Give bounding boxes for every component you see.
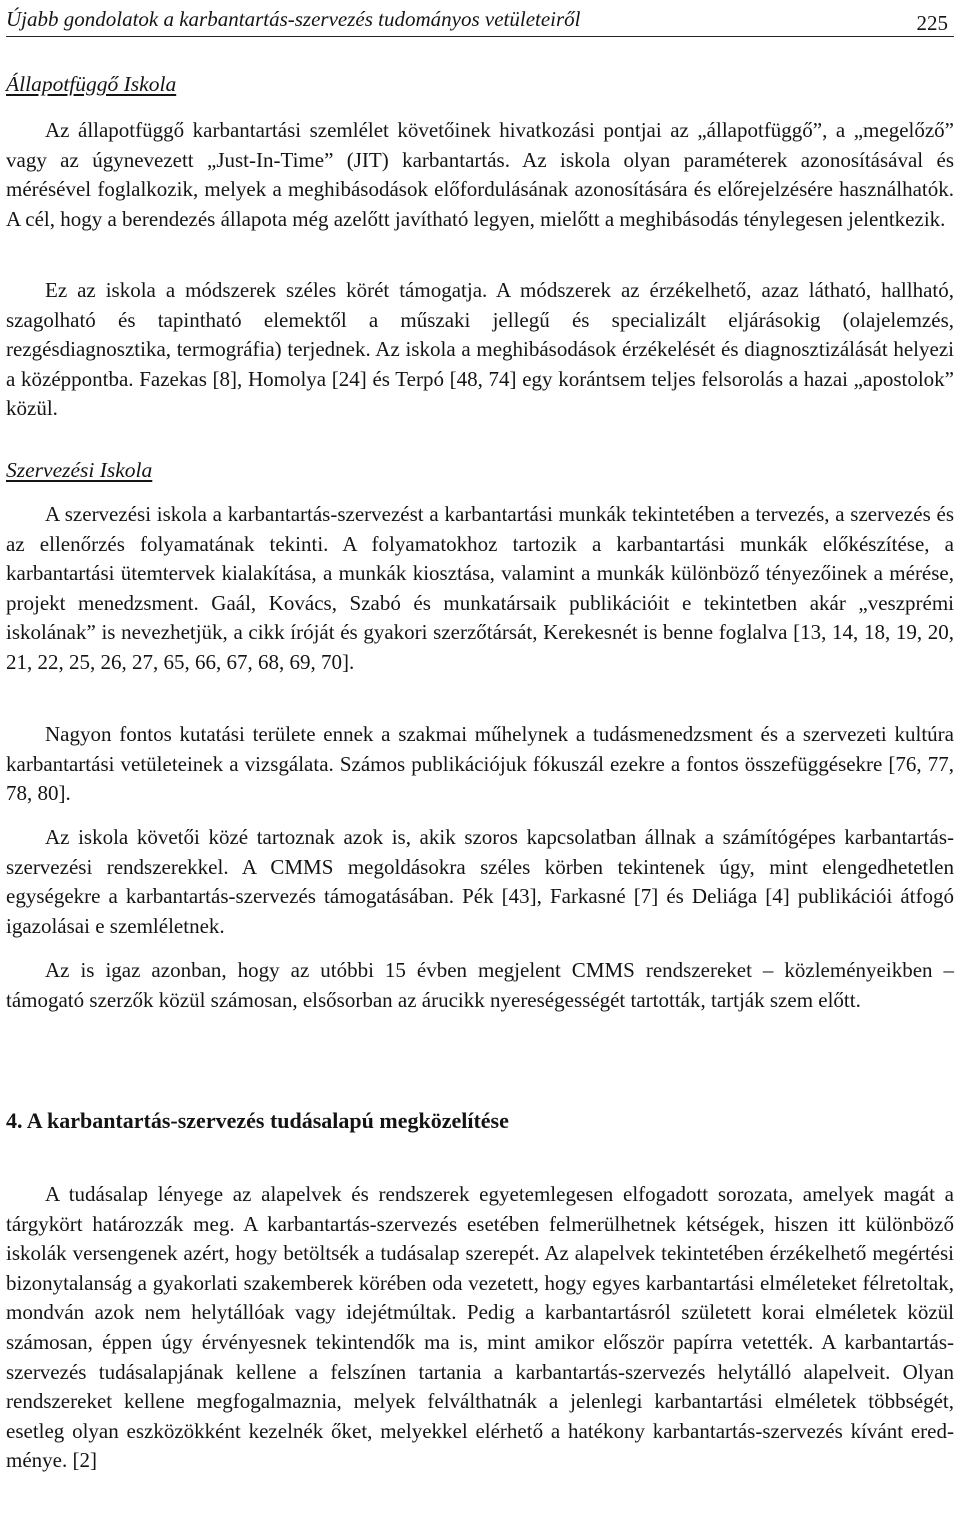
- paragraph-szervezesi-4: Az is igaz azonban, hogy az utóbbi 15 évben megjelent CMMS rendszereket – közleményeikben – támogató szerzők közül számosan, elsősorban az árucikk nyereségességét tartották, tartják szem előtt.: [6, 958, 954, 1012]
- section-title-4: 4. A karbantartás-szervezés tudásalapú megközelítése: [6, 1108, 509, 1133]
- paragraph-szervezesi-3: Az iskola követői közé tartoznak azok is, akik szoros kapcsolatban állnak a számítógépes karbantartás-szervezési rendszerekkel. A CMMS megoldásokra széles körben tekintenek úgy, mint elengedhetetlen egységekre a karbantartás-szervezés támogatásában. Pék [43], Farkasné [7] és Deliága [4] publikációi átfogó igazolásai e szemléletnek.: [6, 825, 954, 938]
- paragraph-allapotfuggo-1: Az állapotfüggő karbantartási szemlélet követőinek hivatkozási pontjai az „állapotfüggő”, a „megelőző” vagy az úgynevezett „Just-In-Time” (JIT) karbantartás. Az iskola olyan paraméterek azonosításával és mérésével foglalkozik, melyek a meghibásodások előfordulásának azonosítására és előrejelzésére használhatók. A cél, hogy a berendezés állapota még azelőtt javítható legyen, mielőtt a meghibásodás ténylegesen jelentkezik.: [6, 118, 954, 231]
- paragraph-szervezesi-2: Nagyon fontos kutatási területe ennek a szakmai műhelynek a tudásmenedzsment és a szervezeti kultúra karbantartási vetületeinek a vizsgálata. Számos publikációjuk fókuszál ezekre a fontos összefüggésekre [76, 77, 78, 80].: [6, 722, 954, 806]
- paragraph-allapotfuggo-2: Ez az iskola a módszerek széles körét támogatja. A módszerek az érzékelhető, azaz látható, hallható, szagolható és tapintható elemektől a műszaki jellegű és specializált eljárásokig (olajelemzés, rezgésdiagnosztika, termográfia) terjednek. Az iskola a meghibásodások érzékelését és diagnosztizálását helyezi a középpontba. Fazekas [8], Homolya [24] és Terpó [48, 74] egy korántsem teljes felsorolás a hazai „apostolok” közül.: [6, 278, 954, 421]
- running-header: [6, 6, 954, 37]
- heading-szervezesi-iskola: Szervezési Iskola: [6, 458, 153, 482]
- running-title: Újabb gondolatok a karbantartás-szervezés tudományos vetületeiről: [6, 7, 581, 31]
- heading-allapotfuggo-iskola: Állapotfüggő Iskola: [6, 72, 177, 96]
- page-number: 225: [916, 11, 948, 35]
- paragraph-section4-1: A tudásalap lényege az alapelvek és rendszerek egyetemlegesen elfogadott sorozata, amelyek magát a tárgykört határozzák meg. A karbantartás-szervezés esetében felmerülhetnek kétségek, hiszen itt különböző iskolák versengenek azért, hogy betöltsék a tudásalap szerepét. Az alapelvek tekintetében érzékelhető megértési bizonytalanság a gyakorlati szakemberek körében oda vezetett, hogy egyes karbantartási elméleteket félretoltak, mondván azok nem helytállóak vagy idejétmúltak. Pedig a karbantartásról született korai elméletek közül számosan, éppen úgy érvényesnek tekintendők ma is, mint amikor először papírra vetették. A karbantartás-szervezés tudásalapjának kellene a felszínen tartania a karbantartás-szervezés helytálló alapelveit. Olyan rendszereket kellene megfogalmaznia, melyek felválthatnák a jelenlegi karbantartási elméletek többségét, esetleg olyan eszközökként kezelnék őket, melyekkel elérhető a hatékony karbantartás-szervezés kívánt eredménye. [2]: [6, 1182, 954, 1473]
- paragraph-szervezesi-1: A szervezési iskola a karbantartás-szervezést a karbantartási munkák tekintetében a tervezés, a szervezés és az ellenőrzés folyamatának tekinti. A folyamatokhoz tartozik a karbantartási munkák előkészítése, a karbantartási ütemtervek kialakítása, a munkák kiosztása, valamint a munkák különböző tényezőinek a mérése, projekt menedzsment. Gaál, Kovács, Szabó és munkatársaik publikációit e tekintetben akár „veszprémi iskolának” is nevezhetjük, a cikk íróját és gyakori szerzőtársát, Kerekesnét is benne foglalva [13, 14, 18, 19, 20, 21, 22, 25, 26, 27, 65, 66, 67, 68, 69, 70].: [6, 502, 954, 674]
